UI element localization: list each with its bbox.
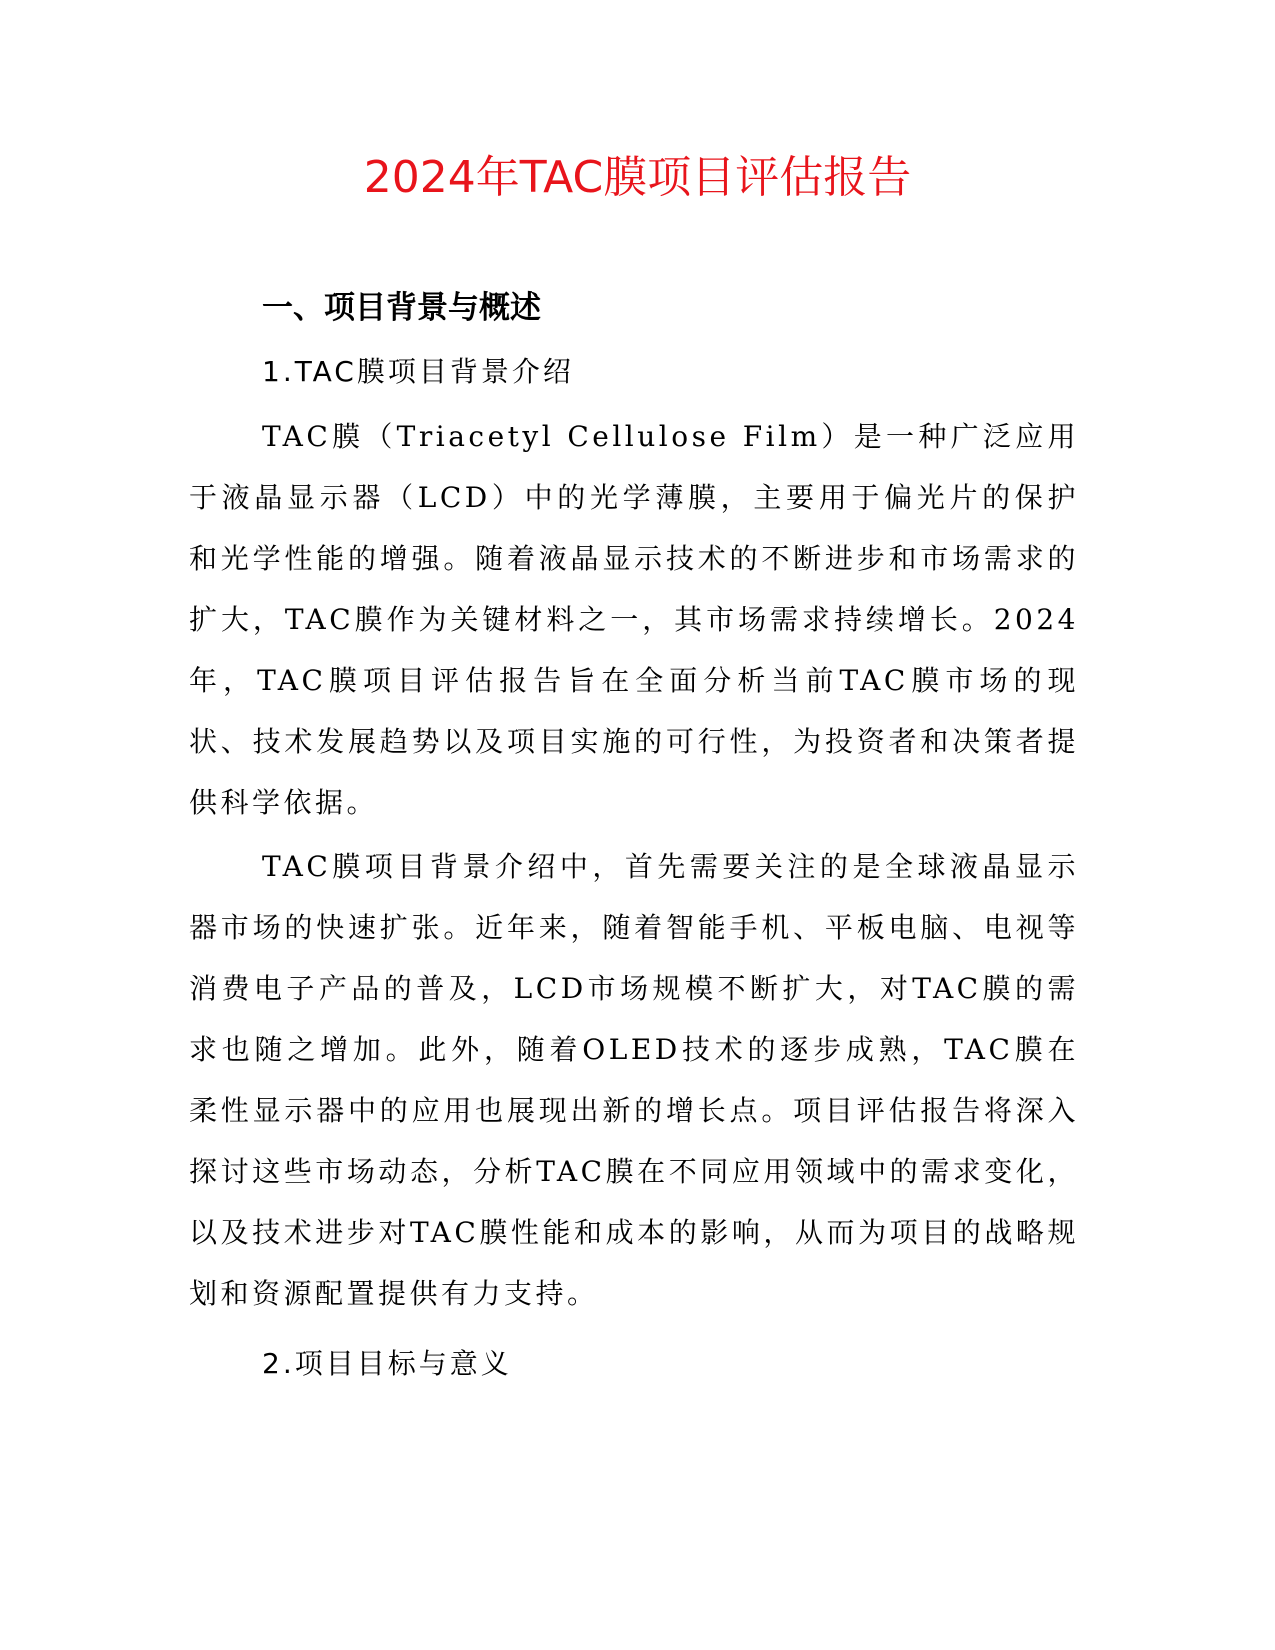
subsection-heading-background: 1.TAC膜项目背景介绍	[262, 355, 574, 388]
document-title: 2024年TAC膜项目评估报告	[363, 152, 912, 203]
section-heading: 一、项目背景与概述	[262, 290, 541, 326]
paragraph-intro: TAC膜（Triacetyl Cellulose Film）是一种广泛应用于液晶显示器（LCD）中的光学薄膜，主要用于偏光片的保护和光学性能的增强。随着液晶显示技术的不断进步和市场需求的扩大，TAC膜作为关键材料之一，其市场需求持续增长。2024年，TAC膜项目评估报告旨在全面分析当前TAC膜市场的现状、技术发展趋势以及项目实施的可行性，为投资者和决策者提供科学依据。	[189, 420, 1079, 819]
subsection-heading-goals: 2.项目目标与意义	[262, 1347, 512, 1380]
paragraph-market: TAC膜项目背景介绍中，首先需要关注的是全球液晶显示器市场的快速扩张。近年来，随着智能手机、平板电脑、电视等消费电子产品的普及，LCD市场规模不断扩大，对TAC膜的需求也随之增加。此外，随着OLED技术的逐步成熟，TAC膜在柔性显示器中的应用也展现出新的增长点。项目评估报告将深入探讨这些市场动态，分析TAC膜在不同应用领域中的需求变化，以及技术进步对TAC膜性能和成本的影响，从而为项目的战略规划和资源配置提供有力支持。	[189, 850, 1079, 1310]
